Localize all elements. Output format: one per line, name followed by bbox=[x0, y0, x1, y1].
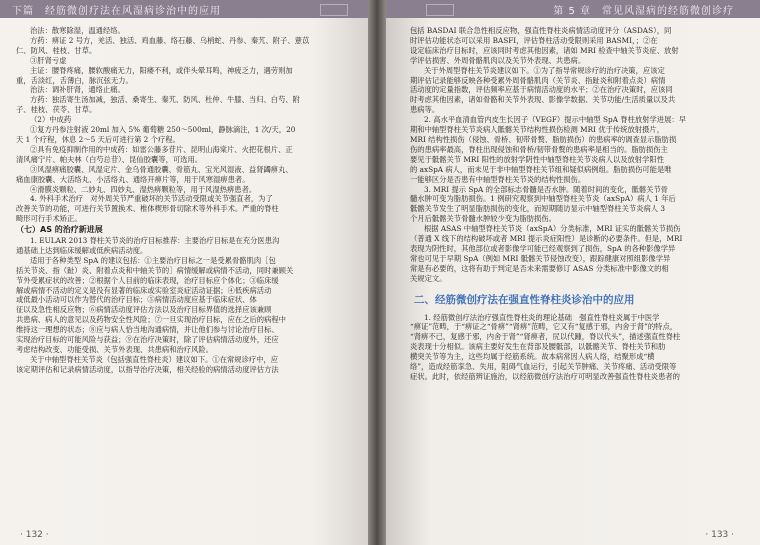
text-line: 共患病、病人的意见以及药物安全性风险；⑦一旦实现治疗目标，应在之后的病程中 bbox=[16, 315, 286, 325]
header-ornament bbox=[320, 4, 348, 16]
section-title: 二、经筋微创疗法在强直性脊柱炎诊治中的应用 bbox=[414, 293, 635, 306]
text-line: 炎表现十分相似。该病主要好发生在背部及腰骶部，以骶髂关节、脊柱关节和肋 bbox=[410, 342, 666, 352]
right-header-band bbox=[386, 0, 760, 18]
text-line: 考虑结构改变、功能受损、关节外表现、共患病和治疗风险。 bbox=[16, 345, 214, 354]
text-line: 治法：散寒除湿，温通经络。 bbox=[30, 26, 125, 35]
text-line: ①复方丹参注射液 20ml 加入 5% 葡萄糖 250～500ml，静脉滴注，1 次/天，20 bbox=[30, 125, 296, 135]
text-line: 症状。此时，依经筋辨证施治，以经筋微创疗法治疗可明显改善强直性脊柱炎患者的 bbox=[410, 372, 680, 381]
text-line: 包括 BASDAI 联合急性相反应物，强直性脊柱炎病情活动度评分（ASDAS），同 bbox=[410, 26, 672, 35]
text-line: 横突关节等为主，这些均属于经筋系统。故本病常因人病人络，结聚形成“横 bbox=[410, 352, 655, 362]
text-line: 活动度的定量指数，评估频率应基于病情活动度的水平；②在治疗决策时，应该同 bbox=[410, 85, 673, 95]
text-line: 髓水肿可变为脂肪损伤。1 例研究观察到中轴型脊柱关节炎（axSpA）病人 1 年后 bbox=[410, 194, 676, 204]
text-line: 伤的患病率最高，脊柱出现侵蚀和骨桥/韧带骨赘的患病率是相当的。脂肪损伤主 bbox=[410, 144, 668, 154]
text-line: “痹证”范畴，于“痹证之“骨痹”“肾痹”范畴，它又有“复感于邪，内舍于肾”的特点， bbox=[410, 322, 678, 332]
text-line: 设定临床治疗目标时，应该同时考虑其他因素，诸如 MRI 检查中轴关节炎症、放射 bbox=[410, 45, 679, 55]
text-line: 痛血康胶囊、大活络丸、小活络丸、通络开痹片等，用于风寒湿痹患者。 bbox=[16, 174, 250, 184]
text-line: 关于外周型脊柱关节炎建议如下。①为了指导常规诊疗的治疗决策，应该定 bbox=[424, 65, 665, 75]
text-line: ④滑膜炎颗粒、二妙丸、四妙丸、湿热痹颗粒等，用于风湿热痹患者。 bbox=[30, 184, 257, 194]
text-line: 清风痛宁片、帕夫林（白芍总苷）、昆仙胶囊等，可选用。 bbox=[16, 154, 203, 164]
text-line: ②具有免疫抑制作用的中成药：如雷公藤多苷片、昆明山海棠片、火把花根片、正 bbox=[30, 144, 293, 154]
text-line: 的 axSpA 病人，而未见于非中轴型脊柱关节组和疑似病例组。脂肪损伤可能是唯 bbox=[410, 164, 672, 174]
text-line: 时考虑其他因素，诸如骨骼和关节外表现、影像学数据、关节功能/生活质量以及共 bbox=[410, 95, 676, 105]
text-line: （2）中成药 bbox=[30, 115, 72, 125]
text-line: 络”，造成经筋挛急、失用，阻碍气血运行，引起关节肿痛、关节疼痛、活动受限等 bbox=[410, 362, 677, 372]
header-ornament bbox=[426, 4, 454, 16]
text-line: 根据 ASAS 中轴型脊柱关节炎（axSpA）分类标准，MRI 证实的骶髂关节损伤 bbox=[424, 224, 681, 234]
text-line: 征以及急性相反应物；⑥病情活动度评估方法以及治疗目标界值的选择应该兼顾 bbox=[16, 305, 272, 315]
text-line: 一能够区分是否患有中轴型脊柱关节炎的结构性损伤。 bbox=[410, 174, 586, 184]
text-line: 通基础上达到临床缓解或低疾病活动度。 bbox=[16, 245, 148, 255]
left-header-band bbox=[0, 0, 368, 18]
text-line: 子、桂枝、茯苓、甘草。 bbox=[16, 105, 97, 115]
text-line: 表现为阴性时，其他部位或者影像学可能已经观察到了损伤，SpA 的各种影像学异 bbox=[410, 243, 676, 253]
text-line: 实现治疗目标的可能风险与获益；⑨在治疗决策时，除了评估病情活动度外，还应 bbox=[16, 335, 279, 345]
text-line: 期和中轴型脊柱关节炎病人骶髂关节结构性损伤检测 MRI 优于传统放射摄片， bbox=[410, 125, 664, 135]
right-running-header: 第 5 章 常见风湿病的经筋微创诊疗 bbox=[553, 6, 734, 17]
text-line: “肾痹不已，复感于邪，内舍于肾”“肾痹者，尻以代踵，脊以代头”，描述强直性脊柱 bbox=[410, 332, 681, 342]
text-line: 2. 高水平血清血管内皮生长因子（VEGF）提示中轴型 SpA 脊柱放射学进展：早 bbox=[424, 115, 686, 125]
text-line: 常是有必要的，这将有助于判定是否未来需要修订 ASAS 分类标准中影像文的相 bbox=[410, 263, 669, 273]
text-line: 畸形可行手术矫正。 bbox=[16, 214, 82, 224]
text-line: MRI 结构性损伤（侵蚀、骨桥、韧带骨赘、脂肪损伤）的患病率的调查显示脂肪损 bbox=[410, 134, 677, 144]
text-line: 仁、防风、桂枝、甘草。 bbox=[16, 45, 97, 55]
text-line: 3. MRI 提示 SpA 的全部标志骨髓是否水肿。随着时间的变化，骶髂关节骨 bbox=[424, 184, 669, 194]
text-line: 关于中轴型脊柱关节炎（包括强直性脊柱炎）建议如下。①在常规诊疗中，应 bbox=[30, 354, 279, 364]
text-line: ③风湿痹痛胶囊、风湿定片、金乌骨通胶囊、骨筋丸、宝光风湿液、益肾蠲痹丸、 bbox=[30, 164, 293, 174]
right-page-body bbox=[410, 26, 746, 523]
book-gutter bbox=[368, 0, 386, 545]
text-line: 关规定文。 bbox=[410, 273, 447, 283]
text-line: 方药：痹证 2 号方，羌活、独活、鸡血藤、络石藤、乌梢蛇、丹参、秦艽、附子、薏苡 bbox=[30, 35, 310, 45]
left-page-number: · 132 · bbox=[20, 530, 49, 540]
text-line: 治法：调补肝肾，通络止痛。 bbox=[30, 85, 125, 95]
text-line: 患病等。 bbox=[410, 105, 440, 115]
text-line: 要见于骶髂关节 MRI 阳性的放射学阴性中轴型脊柱关节炎病人以及放射学阳性 bbox=[410, 154, 664, 164]
right-page bbox=[386, 0, 760, 545]
text-line: ③肝肾亏虚 bbox=[30, 55, 67, 65]
text-line: 4. 外科手术治疗 对外周关节严重破坏的关节活动受限或关节强直者，为了 bbox=[30, 194, 273, 204]
text-line: 1. 经筋微创疗法治疗强直性脊柱炎的理论基础 强直性脊柱炎属于中医学 bbox=[424, 312, 660, 322]
text-line: 或低最小活动可以作为替代的治疗目标；⑤病情活动度应基于临床症状、体 bbox=[16, 295, 257, 305]
text-line: 改善关节的功能，可进行关节置换术、椎体楔形骨切除术等外科手术。严重的脊柱 bbox=[16, 204, 279, 214]
text-line: 天 1 个疗程，休息 2～5 天后可进行第 2 个疗程。 bbox=[16, 134, 180, 144]
left-running-header: 下篇 经筋微创疗法在风湿病诊治中的应用 bbox=[12, 6, 221, 17]
text-line: 括关节炎、指（趾）炎、附着点炎和中轴关节的］病情缓解或病情不活动，同时兼顾关 bbox=[16, 265, 294, 275]
text-line: 常也可见于早期 SpA（例如 MRI 骶髂关节侵蚀改变），跟踪健康对照组影像学异 bbox=[410, 253, 671, 263]
left-page bbox=[0, 0, 368, 545]
text-line: 1. EULAR 2013 脊柱关节炎的治疗目标推荐：主要治疗目标是在充分医患沟 bbox=[30, 236, 280, 246]
subsection-heading: （七）AS 的治疗新进展 bbox=[16, 225, 103, 235]
text-line: 期评估记录能够反映各种受累外周骨骼肌肉（关节炎、指趾炎和附着点炎）病情 bbox=[410, 75, 666, 85]
text-line: 节外受累症状的改善；②根据个人目前的临床表现，治疗目标应个体化；③临床缓 bbox=[16, 275, 279, 285]
text-line: 主证：腰脊疼痛，腰软酸痛无力，阳痿不利，或伴头晕耳鸣，神疲乏力，遇劳则加 bbox=[30, 65, 293, 75]
text-line: 骶髂关节发生了明显脂肪损伤的变化，而短期随访显示中轴型脊柱关节炎病人 3 bbox=[410, 204, 666, 214]
text-line: 学评估损害、外周骨骼肌肉以及关节外表现、共患病。 bbox=[410, 55, 586, 65]
text-line: 方药：独活寄生汤加减，独活、桑寄生、秦艽、防风、杜仲、牛膝、当归、白芍、附 bbox=[30, 95, 300, 105]
text-line: 维持这一理想的状态；⑧应与病人恰当地沟通病情，并让他们参与讨论治疗目标、 bbox=[16, 325, 279, 335]
text-line: （普通 X 线下的结构破坏或者 MRI 提示炎症阳性）是诊断的必要条件。但是，MRI bbox=[410, 234, 683, 244]
right-page-number: · 133 · bbox=[705, 530, 734, 540]
text-line: 适用于各种类型 SpA 的建议包括：①主要治疗目标之一是受累骨骼肌肉［包 bbox=[30, 255, 276, 265]
text-line: 时评估功能状态可以采用 BASFI，评估脊柱活动受限则采用 BASMI，；②在 bbox=[410, 35, 658, 45]
text-line: 解或病情不活动的定义是没有显著的临床或实验室炎症活动证据；④低疾病活动 bbox=[16, 285, 272, 295]
text-line: 个月后骶髂关节骨髓水肿较少变为脂肪损伤。 bbox=[410, 214, 556, 224]
text-line: 重，舌淡红，舌薄白，脉沉弦无力。 bbox=[16, 75, 133, 85]
left-page-body bbox=[16, 26, 354, 523]
text-line: 该定期评估和记录病情活动度，以指导治疗决策，相关经验的病情活动度评估方法 bbox=[16, 364, 279, 374]
